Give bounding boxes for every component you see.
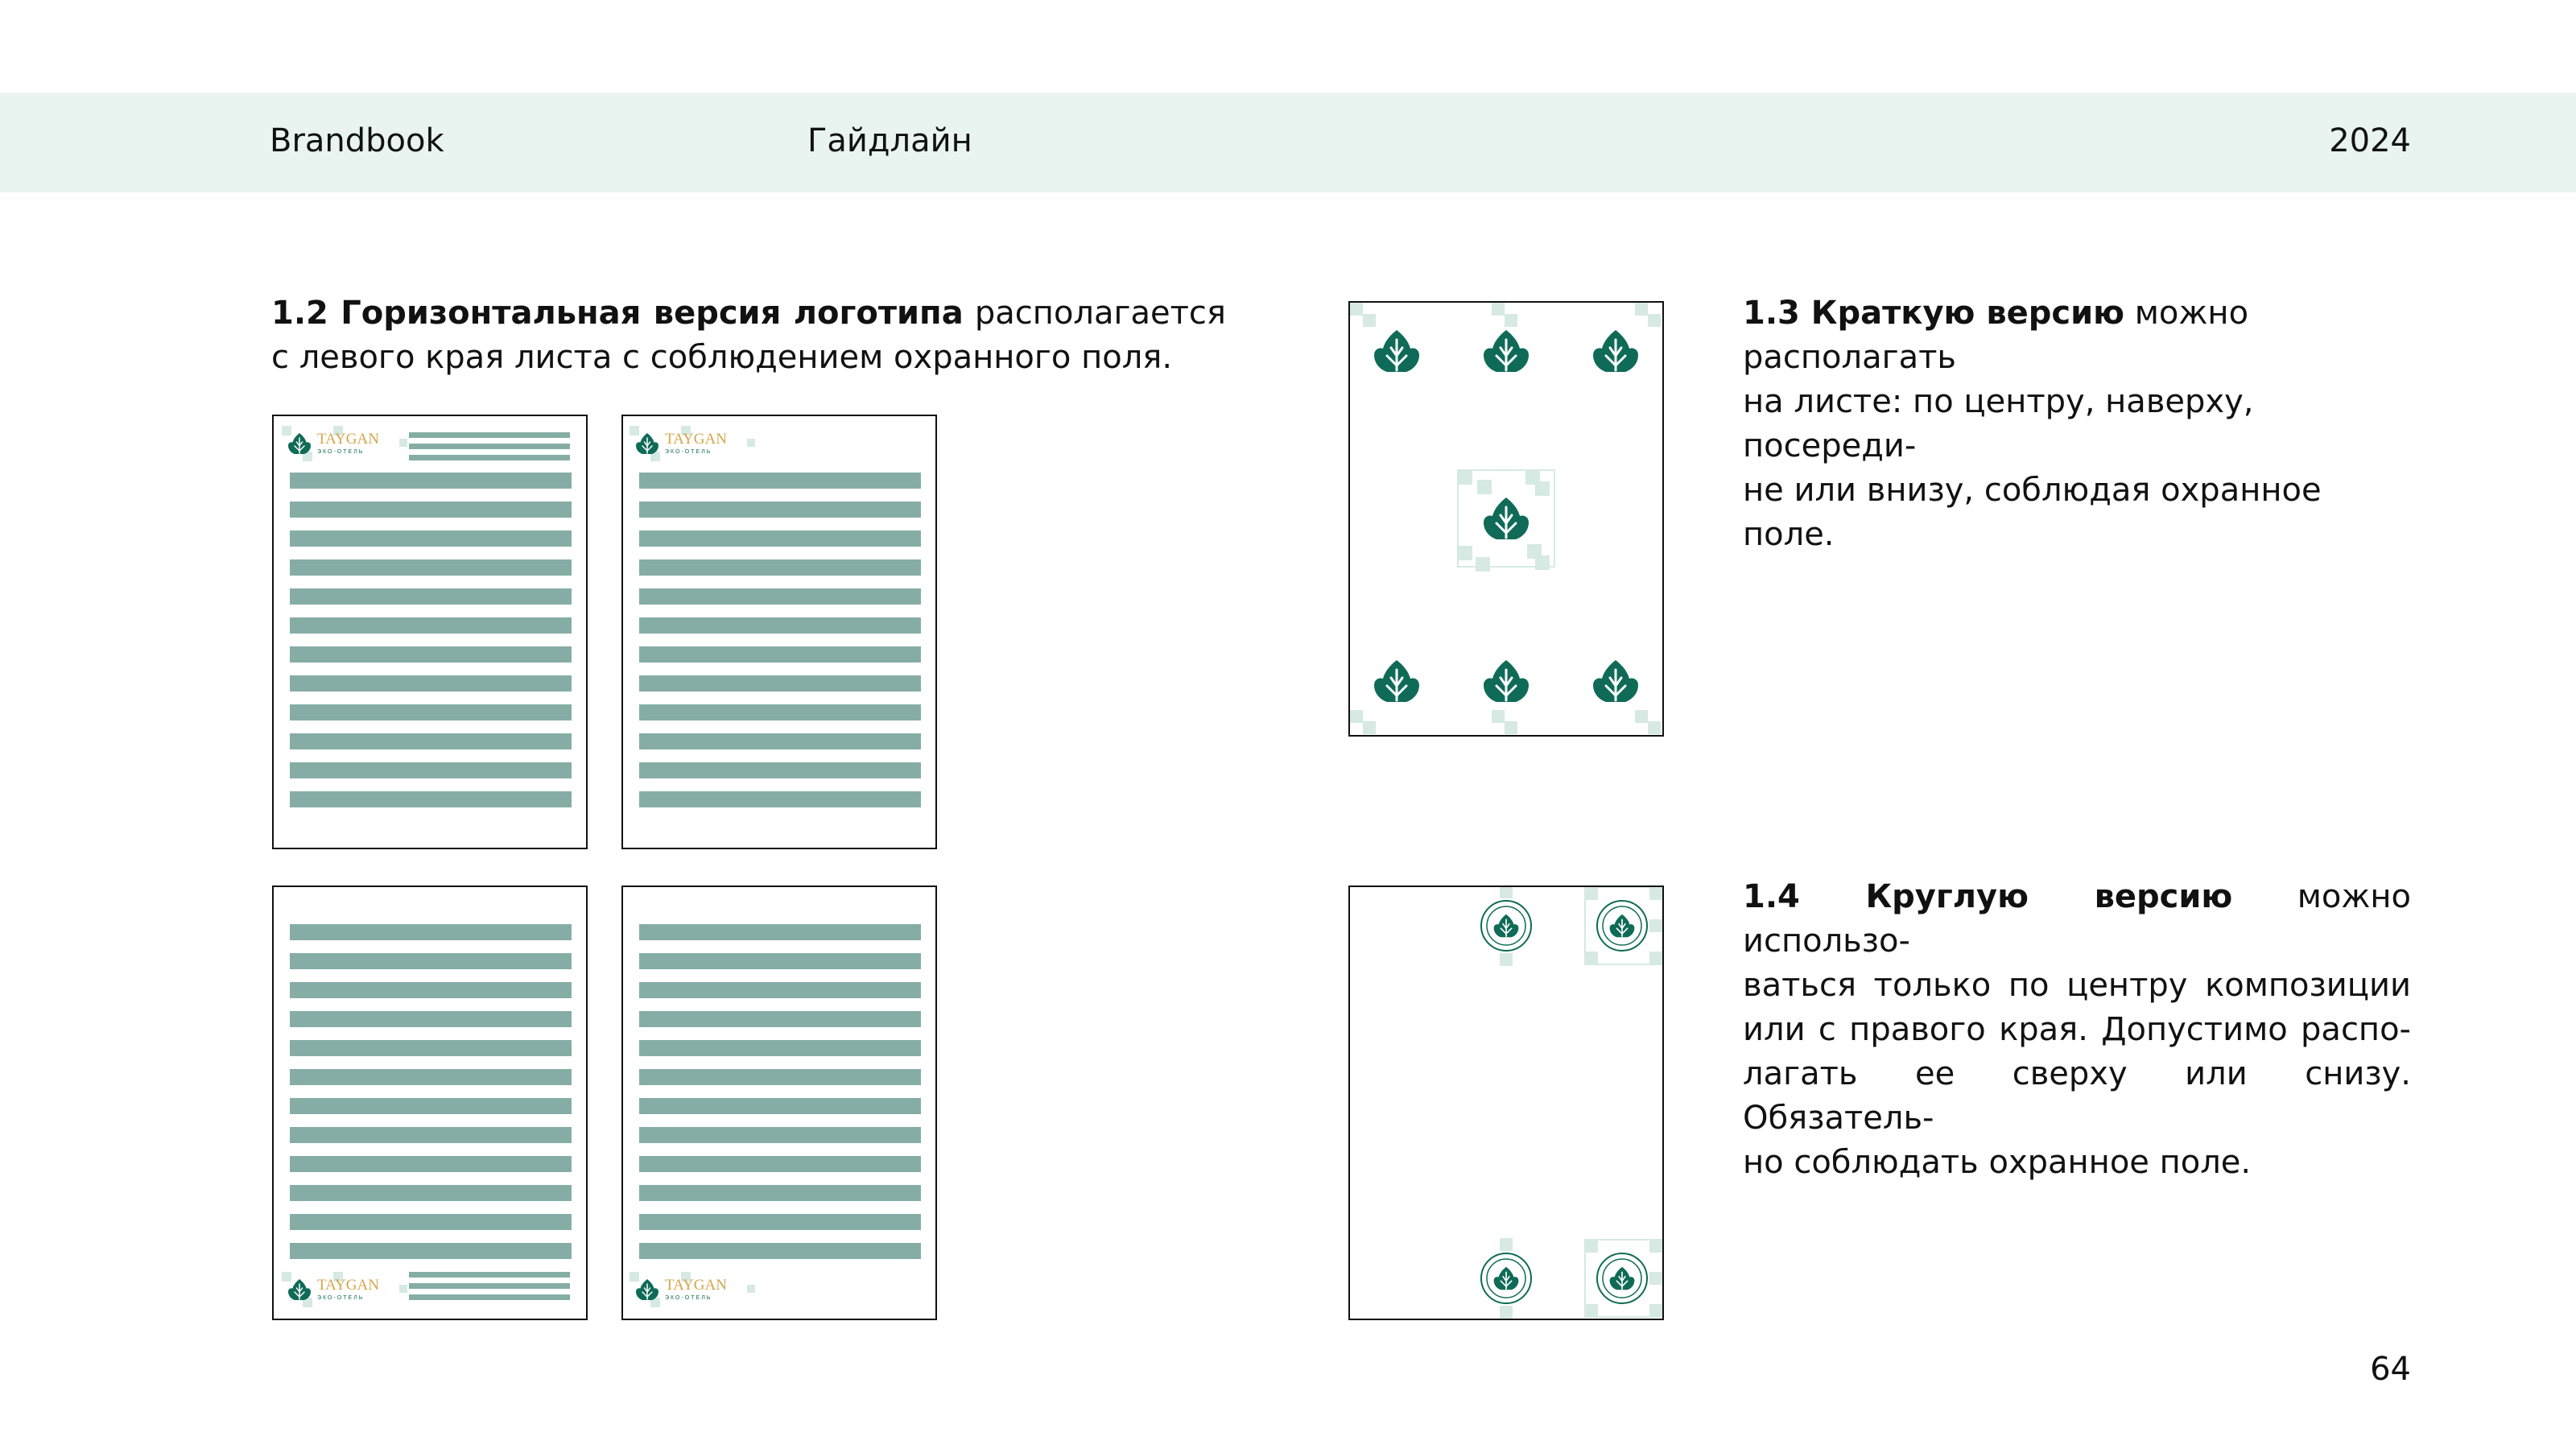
text-placeholder-bar xyxy=(409,1294,570,1300)
text-placeholder-bar xyxy=(639,1185,921,1201)
logo-wordmark: TAYGAN xyxy=(317,1277,379,1294)
sheet-logo-top-left xyxy=(621,415,937,849)
guard-field-square xyxy=(1649,1272,1662,1285)
text-placeholder-bar xyxy=(290,502,572,518)
text-placeholder-bar xyxy=(639,924,921,940)
sheet-short-logo-placements xyxy=(1348,301,1664,737)
text-placeholder-bar xyxy=(290,704,572,720)
sheet-canvas xyxy=(274,416,586,848)
guard-field-square xyxy=(1585,952,1598,964)
leaf-logo-icon xyxy=(1374,330,1419,372)
section-1-3-title: 1.3 Краткую версию xyxy=(1743,295,2125,332)
text-placeholder-bar xyxy=(290,559,572,576)
logo-wordmark: TAYGAN xyxy=(317,431,379,448)
text-placeholder-bar xyxy=(290,953,572,969)
guard-field-square xyxy=(1649,1304,1662,1317)
guard-field-square xyxy=(1505,314,1517,327)
text-placeholder-bar xyxy=(290,982,572,998)
section-1-4-line2: ваться только по центру композиции xyxy=(1743,967,2411,1004)
sheet-logo-bottom-left xyxy=(621,886,937,1320)
guard-field-square xyxy=(1535,481,1550,496)
text-placeholder-bar xyxy=(290,646,572,663)
sheet-canvas xyxy=(1350,887,1662,1319)
sheet-canvas xyxy=(274,887,586,1319)
text-placeholder-bar xyxy=(409,1283,570,1289)
section-1-2-text xyxy=(271,291,1226,380)
leaf-logo-icon xyxy=(636,1279,658,1300)
text-placeholder-bar xyxy=(290,1156,572,1172)
guard-field-square xyxy=(1649,887,1662,900)
text-placeholder-bar xyxy=(290,588,572,605)
text-placeholder-bar xyxy=(409,1272,570,1278)
text-placeholder-bar xyxy=(639,1243,921,1259)
logo-subline: ЭКО-ОТЕЛЬ xyxy=(665,449,712,455)
leaf-logo-icon xyxy=(1593,330,1638,372)
section-1-4-text xyxy=(1743,875,2411,1185)
text-placeholder-bar xyxy=(290,924,572,940)
guard-field-square xyxy=(1492,710,1505,723)
text-placeholder-bar xyxy=(290,530,572,547)
guard-field-square xyxy=(282,426,291,436)
section-1-4-line4: лагать ее сверху или снизу. Обязатель- xyxy=(1743,1055,2411,1137)
guard-field-square xyxy=(1458,546,1472,560)
text-placeholder-bar xyxy=(639,704,921,720)
leaf-logo-icon xyxy=(1593,660,1638,702)
leaf-logo-icon xyxy=(1484,330,1529,372)
guard-field-square xyxy=(399,439,407,447)
logo-subline: ЭКО-ОТЕЛЬ xyxy=(317,1295,365,1301)
header-guideline: Гайдлайн xyxy=(807,122,972,159)
guard-field-square xyxy=(1350,710,1363,723)
guard-field-square xyxy=(1648,721,1661,734)
guard-field-square xyxy=(1585,1304,1598,1317)
guard-field-square xyxy=(747,1285,755,1293)
text-placeholder-bar xyxy=(639,791,921,807)
text-placeholder-bar xyxy=(290,1011,572,1027)
text-placeholder-bar xyxy=(290,762,572,778)
text-placeholder-bar xyxy=(639,1214,921,1230)
guard-field-square xyxy=(1500,1238,1513,1251)
text-placeholder-bar xyxy=(290,791,572,807)
guard-field-square xyxy=(1585,887,1598,900)
header-year: 2024 xyxy=(2329,122,2411,159)
guard-field-square xyxy=(1649,919,1662,932)
text-placeholder-bar xyxy=(639,559,921,576)
text-placeholder-bar xyxy=(639,1069,921,1085)
leaf-logo-icon xyxy=(636,433,658,454)
text-placeholder-bar xyxy=(290,1040,572,1056)
guard-field-square xyxy=(1500,1306,1513,1319)
guard-field-square xyxy=(1350,303,1363,316)
text-placeholder-bar xyxy=(639,617,921,634)
guard-field-square xyxy=(1585,1240,1598,1253)
guard-field-square xyxy=(1492,303,1505,316)
section-1-3-text xyxy=(1743,291,2411,557)
guard-field-square xyxy=(1505,721,1517,734)
guard-field-square xyxy=(1535,555,1550,570)
leaf-logo-icon xyxy=(1374,660,1419,702)
round-logo-icon xyxy=(1597,901,1647,951)
text-placeholder-bar xyxy=(639,1098,921,1114)
logo-wordmark: TAYGAN xyxy=(665,1277,727,1294)
logo-subline: ЭКО-ОТЕЛЬ xyxy=(317,449,365,455)
text-placeholder-bar xyxy=(290,1185,572,1201)
text-placeholder-bar xyxy=(409,455,570,460)
guard-field-square xyxy=(1476,557,1490,572)
guard-field-square xyxy=(1363,314,1376,327)
text-placeholder-bar xyxy=(639,588,921,605)
round-logo-icon xyxy=(1597,1253,1647,1303)
text-placeholder-bar xyxy=(639,982,921,998)
guard-field-square xyxy=(1635,303,1648,316)
text-placeholder-bar xyxy=(290,473,572,489)
text-placeholder-bar xyxy=(290,733,572,749)
guard-field-square xyxy=(399,1285,407,1293)
guard-field-square xyxy=(630,1272,639,1282)
text-placeholder-bar xyxy=(290,1127,572,1143)
guard-field-square xyxy=(747,439,755,447)
sheet-canvas xyxy=(623,416,935,848)
section-1-2-title: 1.2 Горизонтальная версия логотипа xyxy=(271,295,964,332)
text-placeholder-bar xyxy=(639,502,921,518)
text-placeholder-bar xyxy=(639,762,921,778)
section-1-2-line2: с левого края листа с соблюдением охранного поля. xyxy=(271,339,1173,376)
leaf-logo-icon xyxy=(1484,660,1529,702)
guard-field-square xyxy=(282,1272,291,1282)
section-1-4-line1: можно использо- xyxy=(1743,878,2412,960)
round-logo-icon xyxy=(1481,1253,1531,1303)
text-placeholder-bar xyxy=(639,473,921,489)
guard-field-square xyxy=(1635,710,1648,723)
text-placeholder-bar xyxy=(290,1069,572,1085)
section-1-3-line3: не или внизу, соблюдая охранное поле. xyxy=(1743,472,2322,553)
text-placeholder-bar xyxy=(639,530,921,547)
sheet-canvas xyxy=(1350,303,1662,734)
section-1-3-line2: на листе: по центру, наверху, посереди- xyxy=(1743,383,2254,464)
section-1-4-line5: но соблюдать охранное поле. xyxy=(1743,1144,2252,1181)
text-placeholder-bar xyxy=(290,1243,572,1259)
header-brandbook: Brandbook xyxy=(270,122,444,159)
section-1-3-line1: можно располагать xyxy=(1743,295,2249,376)
text-placeholder-bar xyxy=(639,1011,921,1027)
round-logo-icon xyxy=(1481,901,1531,951)
text-placeholder-bar xyxy=(639,1040,921,1056)
guard-field-square xyxy=(1648,314,1661,327)
text-placeholder-bar xyxy=(290,617,572,634)
text-placeholder-bar xyxy=(290,675,572,691)
page-number: 64 xyxy=(2370,1351,2411,1388)
text-placeholder-bar xyxy=(409,444,570,449)
sheet-logo-top-left-with-lines xyxy=(272,415,588,849)
guard-field-square xyxy=(630,426,639,436)
sheet-round-logo-placements xyxy=(1348,886,1664,1320)
text-placeholder-bar xyxy=(409,432,570,438)
guard-field-square xyxy=(1649,1240,1662,1253)
text-placeholder-bar xyxy=(639,1127,921,1143)
leaf-logo-icon xyxy=(288,1279,311,1300)
text-placeholder-bar xyxy=(639,1156,921,1172)
text-placeholder-bar xyxy=(639,953,921,969)
guard-field-square xyxy=(1649,952,1662,964)
logo-subline: ЭКО-ОТЕЛЬ xyxy=(665,1295,712,1301)
section-1-2-line1: располагается xyxy=(963,295,1226,332)
sheet-canvas xyxy=(623,887,935,1319)
guard-field-square xyxy=(1363,721,1376,734)
section-1-4-title: 1.4 Круглую версию xyxy=(1743,878,2233,915)
text-placeholder-bar xyxy=(290,1098,572,1114)
text-placeholder-bar xyxy=(639,675,921,691)
text-placeholder-bar xyxy=(639,733,921,749)
guard-field-square xyxy=(1477,480,1492,494)
guard-field-square xyxy=(1500,887,1513,898)
text-placeholder-bar xyxy=(290,1214,572,1230)
section-1-4-line3: или с правого края. Допустимо распо- xyxy=(1743,1011,2411,1048)
logo-wordmark: TAYGAN xyxy=(665,431,727,448)
sheet-logo-bottom-left-with-lines xyxy=(272,886,588,1320)
guard-field-square xyxy=(1500,953,1513,966)
guard-field-square xyxy=(1458,470,1472,485)
text-placeholder-bar xyxy=(639,646,921,663)
leaf-logo-icon xyxy=(288,433,311,454)
